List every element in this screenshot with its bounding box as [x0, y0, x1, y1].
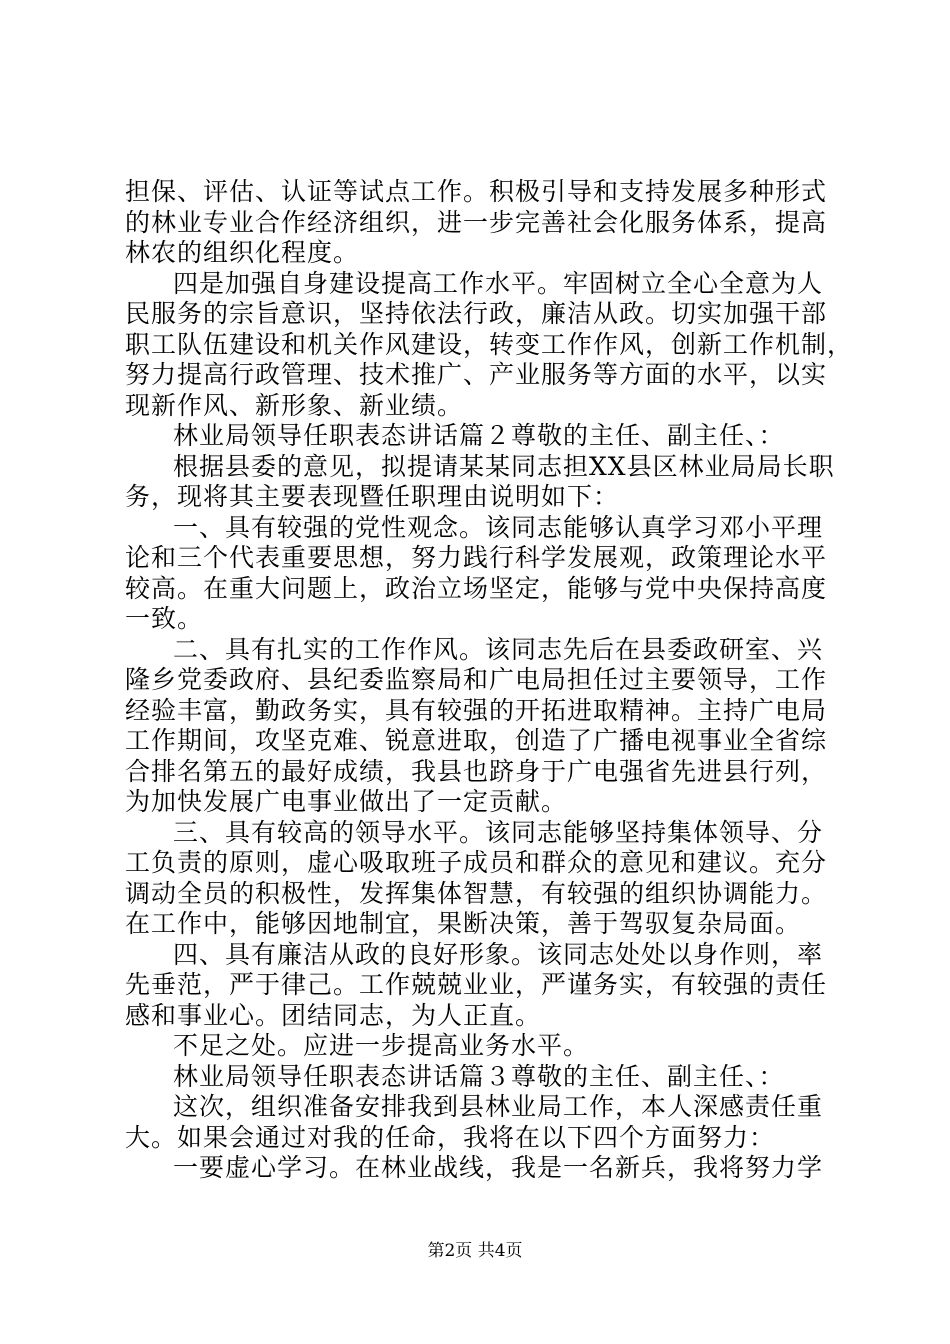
body-line: 二、具有扎实的工作作风。该同志先后在县委政研室、兴: [173, 634, 824, 664]
body-line: 一要虚心学习。在林业战线，我是一名新兵，我将努力学: [173, 1153, 824, 1182]
body-line: 在工作中，能够因地制宜，果断决策，善于驾驭复杂局面。: [125, 909, 802, 938]
body-line: 的林业专业合作经济组织，进一步完善社会化服务体系，提高: [125, 207, 828, 237]
body-line: 大。如果会通过对我的任命，我将在以下四个方面努力：: [125, 1122, 776, 1152]
body-line: 隆乡党委政府、县纪委监察局和广电局担任过主要领导，工作: [125, 665, 828, 694]
body-line: 感和事业心。团结同志，为人正直。: [125, 1000, 542, 1030]
body-line: 先垂范，严于律己。工作兢兢业业，严谨务实，有较强的责任: [125, 970, 828, 999]
body-line: 一、具有较强的党性观念。该同志能够认真学习邓小平理: [173, 512, 824, 542]
body-line: 调动全员的积极性，发挥集体智慧，有较强的组织协调能力。: [125, 878, 828, 908]
body-line: 较高。在重大问题上，政治立场坚定，能够与党中央保持高度: [125, 573, 828, 603]
body-line: 为加快发展广电事业做出了一定贡献。: [125, 787, 568, 816]
body-line: 务，现将其主要表现暨任职理由说明如下：: [125, 482, 620, 511]
body-line: 民服务的宗旨意识，坚持依法行政，廉洁从政。切实加强干部: [125, 299, 828, 328]
body-line: 论和三个代表重要思想，努力践行科学发展观，政策理论水平: [125, 543, 828, 572]
body-line: 努力提高行政管理、技术推广、产业服务等方面的水平，以实: [125, 360, 828, 389]
body-line: 工负责的原则，虚心吸取班子成员和群众的意见和建议。充分: [125, 848, 828, 877]
body-line: 现新作风、新形象、新业绩。: [125, 390, 464, 420]
body-line: 不足之处。应进一步提高业务水平。: [173, 1031, 590, 1060]
body-line: 根据县委的意见，拟提请某某同志担XX县区林业局局长职: [173, 451, 835, 481]
body-line: 一致。: [125, 604, 204, 633]
section-heading: 林业局领导任职表态讲话篇３尊敬的主任、副主任、：: [173, 1061, 785, 1091]
section-heading: 林业局领导任职表态讲话篇２尊敬的主任、副主任、：: [173, 421, 785, 450]
body-line: 四是加强自身建设提高工作水平。牢固树立全心全意为人: [173, 268, 824, 298]
body-line: 三、具有较高的领导水平。该同志能够坚持集体领导、分: [173, 817, 824, 847]
body-line: 合排名第五的最好成绩，我县也跻身于广电强省先进县行列，: [125, 756, 828, 786]
body-line: 担保、评估、认证等试点工作。积极引导和支持发展多种形式: [125, 177, 828, 206]
page-footer: 第2页 共4页: [427, 1241, 523, 1261]
body-line: 林农的组织化程度。: [125, 238, 360, 267]
body-line: 经验丰富，勤政务实，具有较强的开拓进取精神。主持广电局: [125, 695, 828, 725]
body-line: 工作期间，攻坚克难、锐意进取，创造了广播电视事业全省综: [125, 726, 828, 755]
body-line: 这次，组织准备安排我到县林业局工作，本人深感责任重: [173, 1092, 824, 1121]
body-line: 四、具有廉洁从政的良好形象。该同志处处以身作则，率: [173, 939, 824, 969]
body-line: 职工队伍建设和机关作风建设，转变工作作风，创新工作机制，: [125, 329, 854, 359]
